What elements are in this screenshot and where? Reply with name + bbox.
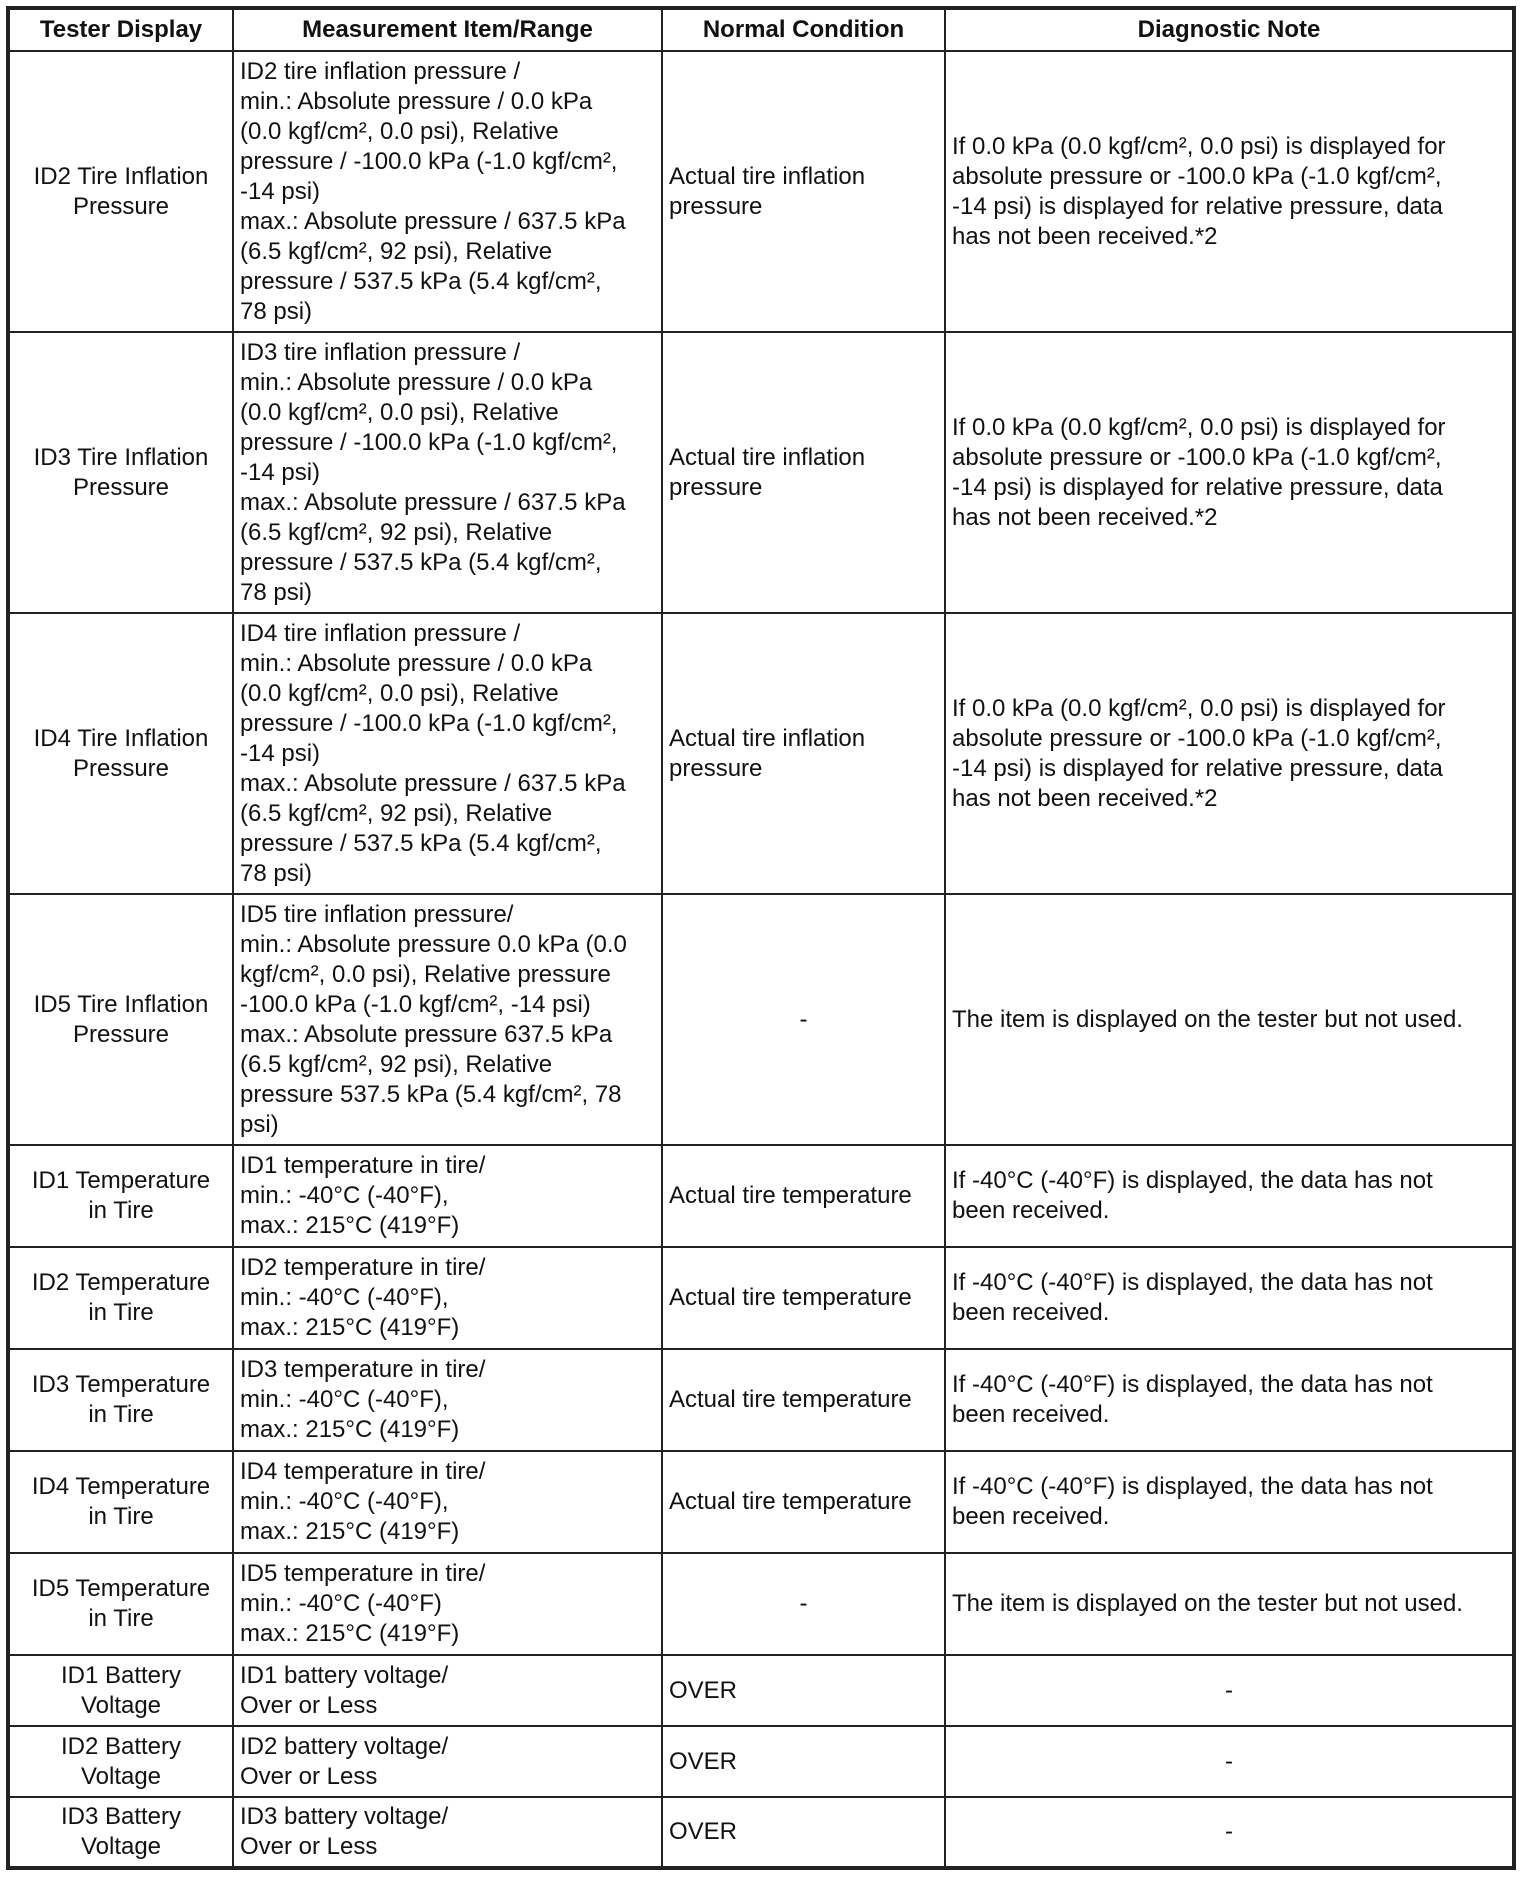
table-row [8,1451,1514,1553]
cell-line: OVER [669,1676,738,1704]
tester-display-cell [8,1349,233,1451]
normal-condition-cell [662,1553,945,1655]
measurement-range-cell [233,1247,662,1349]
table-row [8,1797,1514,1868]
data-list-table [6,6,1516,1870]
cell-line: - [799,1590,808,1617]
cell-line: max.: 215°C (419°F) [240,1314,460,1341]
cell-line: ID3 temperature in tire/ [240,1356,486,1383]
cell-line: 78 psi) [240,859,313,887]
normal-condition-cell [662,1145,945,1247]
cell-line: min.: -40°C (-40°F), [240,1488,449,1515]
cell-line: max.: Absolute pressure 637.5 kPa [240,1020,613,1048]
normal-condition-cell [662,1349,945,1451]
cell-line: ID1 battery voltage/ [240,1661,449,1689]
diagnostic-note-cell [945,1145,1514,1247]
cell-line: max.: 215°C (419°F) [240,1620,460,1647]
cell-line: ID5 Tire Inflation [33,990,209,1018]
tester-display-cell [8,613,233,894]
tester-display-cell [8,1726,233,1797]
tester-display-cell [8,332,233,613]
cell-line: has not been received.*2 [952,784,1218,812]
cell-line: -100.0 kPa (-1.0 kgf/cm², -14 psi) [240,990,591,1018]
table-row [8,1553,1514,1655]
cell-line: Over or Less [240,1833,378,1860]
table-body [8,51,1514,1868]
cell-line: absolute pressure or -100.0 kPa (-1.0 kgf/cm², [952,162,1442,190]
cell-line: pressure [669,754,763,782]
header-diagnostic-note: Diagnostic Note [945,8,1514,51]
cell-line: -14 psi) [240,177,321,205]
cell-line: max.: Absolute pressure / 637.5 kPa [240,207,626,235]
cell-line: in Tire [88,1503,154,1530]
table-row [8,1726,1514,1797]
cell-line: in Tire [88,1299,154,1326]
cell-line: kgf/cm², 0.0 psi), Relative pressure [240,960,611,988]
cell-line: pressure [669,473,763,501]
cell-line: ID3 Tire Inflation [33,443,209,471]
cell-line: max.: Absolute pressure / 637.5 kPa [240,769,626,797]
cell-line: ID3 battery voltage/ [240,1803,449,1830]
measurement-range-cell [233,1797,662,1868]
diagnostic-note-cell [945,1553,1514,1655]
cell-line: been received. [952,1401,1110,1428]
cell-line: ID2 tire inflation pressure / [240,57,521,85]
cell-line: ID4 tire inflation pressure / [240,619,521,647]
cell-line: Actual tire temperature [669,1386,912,1413]
cell-line: If -40°C (-40°F) is displayed, the data has not [952,1269,1433,1296]
measurement-range-cell [233,613,662,894]
cell-line: Actual tire inflation [669,724,866,752]
cell-line: ID1 temperature in tire/ [240,1152,486,1179]
diagnostic-note-cell [945,1655,1514,1726]
cell-line: - [1225,1818,1233,1845]
diagnostic-note-cell [945,1247,1514,1349]
cell-line: Actual tire temperature [669,1182,912,1209]
cell-line: been received. [952,1299,1110,1326]
cell-line: -14 psi) is displayed for relative pressure, data [952,473,1443,501]
normal-condition-cell [662,613,945,894]
cell-line: Pressure [72,473,170,501]
cell-line: max.: 215°C (419°F) [240,1518,460,1545]
normal-condition-cell [662,332,945,613]
normal-condition-cell [662,51,945,332]
cell-line: ID2 Temperature [31,1269,211,1296]
cell-line: -14 psi) is displayed for relative pressure, data [952,192,1443,220]
tester-display-cell [8,1655,233,1726]
measurement-range-cell [233,332,662,613]
tester-display-cell [8,1145,233,1247]
cell-line: If 0.0 kPa (0.0 kgf/cm², 0.0 psi) is displayed for [952,413,1446,441]
cell-line: Actual tire inflation [669,162,866,190]
cell-line: ID2 Battery [60,1732,182,1760]
tester-display-cell [8,1451,233,1553]
cell-line: pressure / -100.0 kPa (-1.0 kgf/cm², [240,709,618,737]
cell-line: ID5 temperature in tire/ [240,1560,486,1587]
table-row [8,1655,1514,1726]
cell-line: ID1 Temperature [31,1167,211,1194]
measurement-range-cell [233,1349,662,1451]
cell-line: pressure / -100.0 kPa (-1.0 kgf/cm², [240,147,618,175]
cell-line: Actual tire temperature [669,1488,912,1515]
cell-line: The item is displayed on the tester but not used. [952,1590,1463,1617]
cell-line: Voltage [80,1762,162,1790]
cell-line: (6.5 kgf/cm², 92 psi), Relative [240,799,553,827]
cell-line: pressure / 537.5 kPa (5.4 kgf/cm², [240,267,602,295]
cell-line: OVER [669,1747,738,1775]
normal-condition-cell [662,1726,945,1797]
cell-line: ID2 battery voltage/ [240,1732,449,1760]
cell-line: Over or Less [240,1762,378,1790]
header-normal-condition: Normal Condition [662,8,945,51]
table-row [8,1349,1514,1451]
header-measurement-item-range: Measurement Item/Range [233,8,662,51]
normal-condition-cell [662,1797,945,1868]
cell-line: ID1 Battery [60,1661,182,1689]
measurement-range-cell [233,1145,662,1247]
cell-line: If 0.0 kPa (0.0 kgf/cm², 0.0 psi) is displayed for [952,132,1446,160]
cell-line: has not been received.*2 [952,503,1218,531]
cell-line: Pressure [72,1020,170,1048]
cell-line: The item is displayed on the tester but not used. [952,1005,1463,1033]
measurement-range-cell [233,1655,662,1726]
tester-display-cell [8,894,233,1145]
table-row [8,1145,1514,1247]
table-row [8,51,1514,332]
diagnostic-note-cell [945,51,1514,332]
cell-line: Voltage [80,1833,162,1860]
cell-line: 78 psi) [240,578,313,606]
cell-line: pressure [669,192,763,220]
cell-line: ID2 temperature in tire/ [240,1254,486,1281]
cell-line: min.: -40°C (-40°F), [240,1386,449,1413]
cell-line: min.: -40°C (-40°F) [240,1590,442,1617]
normal-condition-cell [662,1247,945,1349]
cell-line: absolute pressure or -100.0 kPa (-1.0 kgf/cm², [952,724,1442,752]
normal-condition-cell [662,1655,945,1726]
cell-line: absolute pressure or -100.0 kPa (-1.0 kgf/cm², [952,443,1442,471]
cell-line: Actual tire inflation [669,443,866,471]
cell-line: min.: Absolute pressure / 0.0 kPa [240,368,593,396]
cell-line: ID4 Temperature [31,1473,211,1500]
cell-line: - [1225,1747,1233,1775]
cell-line: -14 psi) [240,739,321,767]
cell-line: max.: 215°C (419°F) [240,1416,460,1443]
cell-line: max.: 215°C (419°F) [240,1212,460,1239]
cell-line: -14 psi) is displayed for relative pressure, data [952,754,1443,782]
cell-line: (0.0 kgf/cm², 0.0 psi), Relative [240,398,559,426]
table-row [8,894,1514,1145]
cell-line: min.: -40°C (-40°F), [240,1182,449,1209]
cell-line: - [1225,1676,1233,1704]
cell-line: If -40°C (-40°F) is displayed, the data has not [952,1371,1433,1398]
cell-line: If -40°C (-40°F) is displayed, the data has not [952,1167,1433,1194]
table-row [8,332,1514,613]
cell-line: in Tire [88,1401,154,1428]
cell-line: ID4 Tire Inflation [33,724,209,752]
cell-line: ID3 tire inflation pressure / [240,338,521,366]
cell-line: ID5 Temperature [31,1575,211,1602]
header-tester-display: Tester Display [8,8,233,51]
cell-line: min.: Absolute pressure / 0.0 kPa [240,87,593,115]
diagnostic-note-cell [945,1797,1514,1868]
measurement-range-cell [233,1726,662,1797]
cell-line: ID5 tire inflation pressure/ [240,900,514,928]
cell-line: Pressure [72,192,170,220]
measurement-range-cell [233,1451,662,1553]
cell-line: been received. [952,1503,1110,1530]
tester-display-cell [8,51,233,332]
cell-line: min.: Absolute pressure / 0.0 kPa [240,649,593,677]
measurement-range-cell [233,51,662,332]
measurement-range-cell [233,1553,662,1655]
table-row [8,1247,1514,1349]
cell-line: - [799,1005,808,1033]
diagnostic-note-cell [945,332,1514,613]
cell-line: (6.5 kgf/cm², 92 psi), Relative [240,1050,553,1078]
cell-line: (6.5 kgf/cm², 92 psi), Relative [240,237,553,265]
cell-line: max.: Absolute pressure / 637.5 kPa [240,488,626,516]
cell-line: ID2 Tire Inflation [33,162,209,190]
cell-line: psi) [240,1110,279,1138]
diagnostic-note-cell [945,894,1514,1145]
measurement-range-cell [233,894,662,1145]
cell-line: ID4 temperature in tire/ [240,1458,486,1485]
cell-line: (0.0 kgf/cm², 0.0 psi), Relative [240,679,559,707]
diagnostic-note-cell [945,1451,1514,1553]
cell-line: been received. [952,1197,1110,1224]
header-row [8,8,1514,51]
cell-line: Voltage [80,1691,162,1719]
normal-condition-cell [662,1451,945,1553]
diagnostic-note-cell [945,1726,1514,1797]
cell-line: Pressure [72,754,170,782]
diagnostic-note-cell [945,1349,1514,1451]
diagnostic-note-cell [945,613,1514,894]
cell-line: (0.0 kgf/cm², 0.0 psi), Relative [240,117,559,145]
cell-line: Actual tire temperature [669,1284,912,1311]
cell-line: ID3 Temperature [31,1371,211,1398]
cell-line: ID3 Battery [60,1803,182,1830]
cell-line: pressure / 537.5 kPa (5.4 kgf/cm², [240,829,602,857]
tester-display-cell [8,1797,233,1868]
cell-line: min.: Absolute pressure 0.0 kPa (0.0 [240,930,627,958]
cell-line: If 0.0 kPa (0.0 kgf/cm², 0.0 psi) is displayed for [952,694,1446,722]
cell-line: pressure / -100.0 kPa (-1.0 kgf/cm², [240,428,618,456]
tester-display-cell [8,1553,233,1655]
cell-line: in Tire [88,1605,154,1632]
normal-condition-cell [662,894,945,1145]
cell-line: -14 psi) [240,458,321,486]
cell-line: (6.5 kgf/cm², 92 psi), Relative [240,518,553,546]
cell-line: 78 psi) [240,297,313,325]
cell-line: If -40°C (-40°F) is displayed, the data has not [952,1473,1433,1500]
cell-line: Over or Less [240,1691,378,1719]
cell-line: in Tire [88,1197,154,1224]
cell-line: pressure / 537.5 kPa (5.4 kgf/cm², [240,548,602,576]
cell-line: has not been received.*2 [952,222,1218,250]
cell-line: min.: -40°C (-40°F), [240,1284,449,1311]
tester-display-cell [8,1247,233,1349]
cell-line: pressure 537.5 kPa (5.4 kgf/cm², 78 [240,1080,622,1108]
table-row [8,613,1514,894]
cell-line: OVER [669,1818,738,1845]
